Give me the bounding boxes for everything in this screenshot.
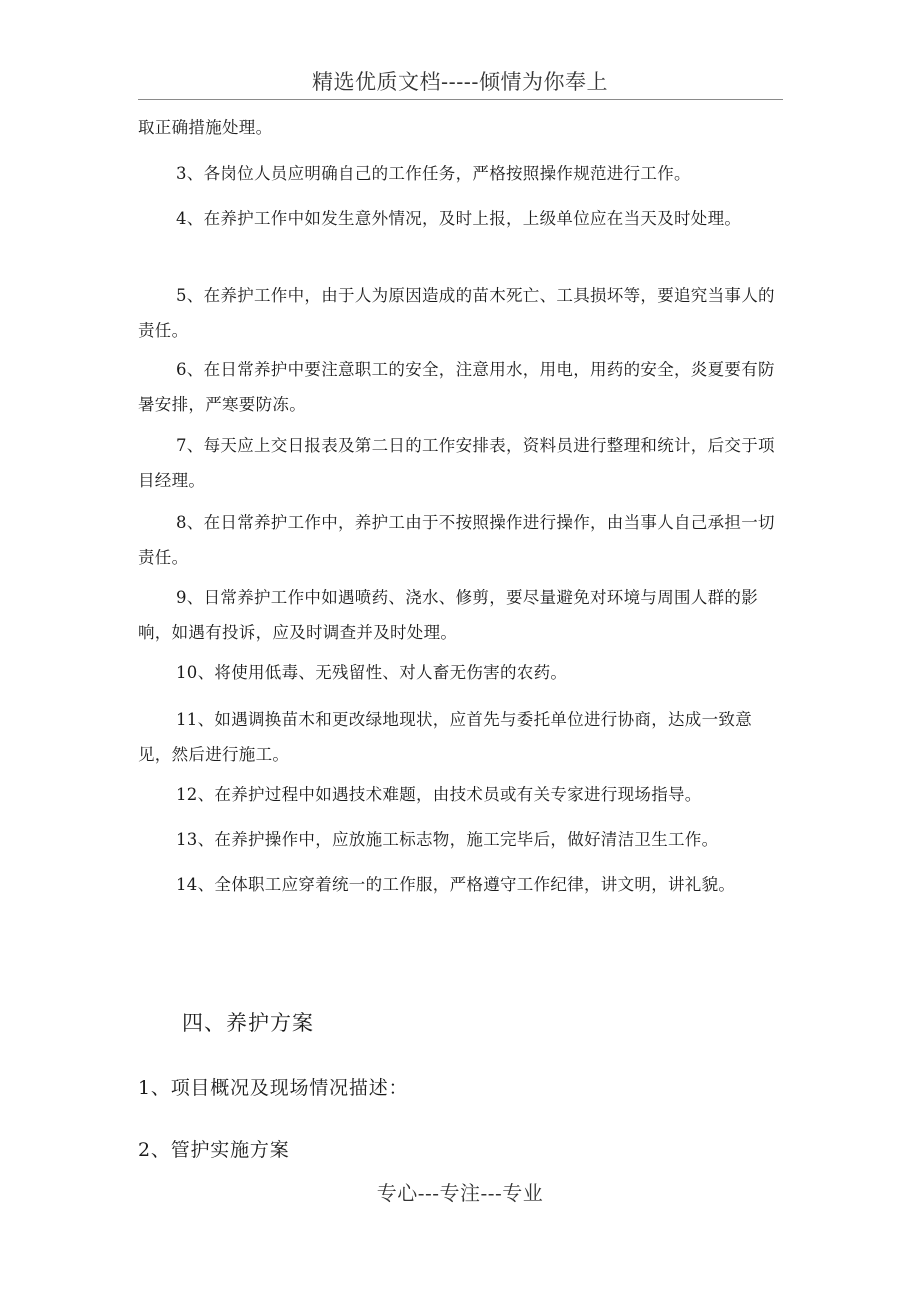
paragraph-item-8: 8、在日常养护工作中，养护工由于不按照操作进行操作，由当事人自己承担一切责任。 [138, 513, 775, 567]
paragraph-item-6: 6、在日常养护中要注意职工的安全，注意用水，用电，用药的安全，炎夏要有防暑安排，严寒要防冻。 [138, 360, 775, 414]
paragraph-item-9: 9、日常养护工作中如遇喷药、浇水、修剪，要尽量避免对环境与周围人群的影响，如遇有投诉，应及时调查并及时处理。 [138, 588, 758, 642]
paragraph-item-12: 12、在养护过程中如遇技术难题，由技术员或有关专家进行现场指导。 [176, 785, 702, 804]
paragraph-item-13: 13、在养护操作中，应放施工标志物，施工完毕后，做好清洁卫生工作。 [176, 830, 719, 849]
paragraph-item-7: 7、每天应上交日报表及第二日的工作安排表，资料员进行整理和统计，后交于项目经理。 [138, 436, 775, 490]
subheading-management-plan: 2、管护实施方案 [138, 1139, 290, 1161]
page-header: 精选优质文档-----倾情为你奉上 [312, 70, 608, 94]
paragraph-item-3: 3、各岗位人员应明确自己的工作任务，严格按照操作规范进行工作。 [176, 164, 691, 183]
paragraph-item-4: 4、在养护工作中如发生意外情况，及时上报，上级单位应在当天及时处理。 [176, 209, 742, 228]
page-footer: 专心---专注---专业 [376, 1181, 544, 1205]
paragraph-item-10: 10、将使用低毒、无残留性、对人畜无伤害的农药。 [176, 663, 568, 682]
paragraph-continuation: 取正确措施处理。 [138, 118, 273, 137]
paragraph-item-5: 5、在养护工作中，由于人为原因造成的苗木死亡、工具损坏等，要追究当事人的责任。 [138, 286, 775, 340]
paragraph-item-11: 11、如遇调换苗木和更改绿地现状，应首先与委托单位进行协商，达成一致意见，然后进行施工。 [138, 710, 752, 764]
paragraph-item-14: 14、全体职工应穿着统一的工作服，严格遵守工作纪律，讲文明，讲礼貌。 [176, 875, 736, 894]
subheading-project-overview: 1、项目概况及现场情况描述： [138, 1077, 409, 1099]
header-divider [138, 99, 783, 100]
section-heading: 四、养护方案 [182, 1011, 314, 1035]
